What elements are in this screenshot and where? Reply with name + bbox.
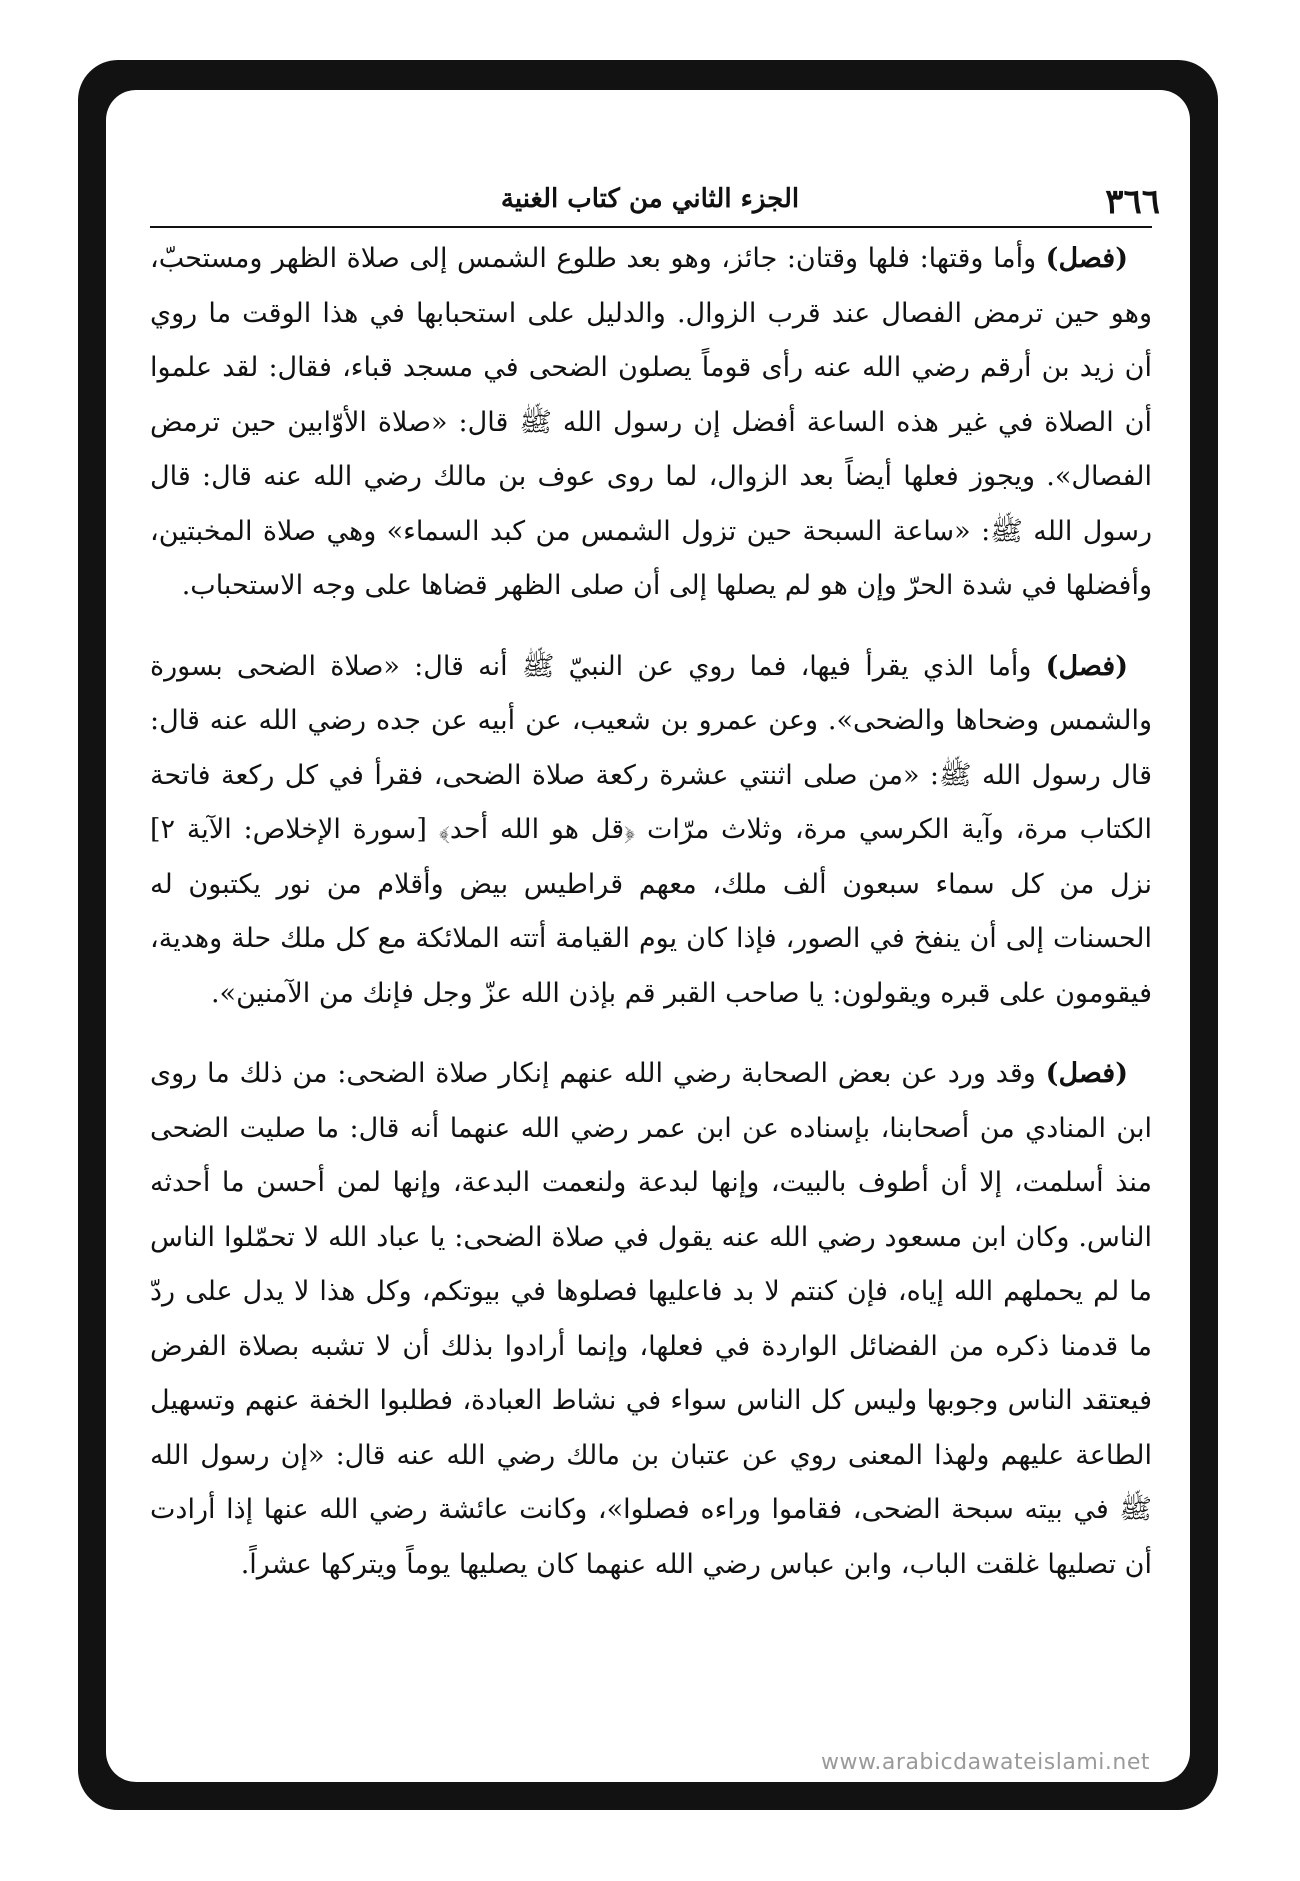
running-title: الجزء الثاني من كتاب الغنية	[500, 184, 800, 214]
section-1	[150, 232, 1152, 614]
page-header	[140, 170, 1160, 222]
section-3	[150, 1047, 1152, 1592]
watermark-url: www.arabicdawateislami.net	[820, 1750, 1150, 1775]
paragraph	[150, 1047, 1152, 1592]
paragraph	[150, 232, 1152, 614]
section-keyword: (فصل)	[1045, 1058, 1128, 1089]
page-number: ٣٦٦	[1105, 182, 1160, 222]
paragraph	[150, 640, 1152, 1022]
paragraph-text: وأما الذي يقرأ فيها، فما روي عن النبيّ ﷺ أنه قال: «صلاة الضحى بسورة والشمس وضحاها والضحى». وعن عمرو بن شعيب، عن أبيه عن جده رضي الله عنه قال: قال رسول الله ﷺ: «من صلى اثنتي عشرة ركعة صلاة الضحى، فقرأ في كل ركعة فاتحة الكتاب مرة، وآية الكرسي مرة، وثلاث مرّات ﴿قل هو الله أحد﴾ [سورة الإخلاص: الآية ٢] نزل من كل سماء سبعون ألف ملك، معهم قراطيس بيض وأقلام من نور يكتبون له الحسنات إلى أن ينفخ في الصور، فإذا كان يوم القيامة أتته الملائكة مع كل ملك حلة وهدية، فيقومون على قبره ويقولون: يا صاحب القبر قم بإذن الله عزّ وجل فإنك من الآمنين».	[150, 650, 1152, 1009]
section-keyword: (فصل)	[1045, 243, 1128, 274]
body-text	[150, 232, 1152, 1618]
paragraph-text: وقد ورد عن بعض الصحابة رضي الله عنهم إنكار صلاة الضحى: من ذلك ما روى ابن المنادي من أصحابنا، بإسناده عن ابن عمر رضي الله عنهما أنه قال: ما صليت الضحى منذ أسلمت، إلا أن أطوف بالبيت، وإنها لبدعة ولنعمت البدعة، وإنها لمن أحسن ما أحدثه الناس. وكان ابن مسعود رضي الله عنه يقول في صلاة الضحى: يا عباد الله لا تحمّلوا الناس ما لم يحملهم الله إياه، فإن كنتم لا بد فاعليها فصلوها في بيوتكم، وكل هذا لا يدل على ردّ ما قدمنا ذكره من الفضائل الواردة في فعلها، وإنما أرادوا بذلك أن لا تشبه بصلاة الفرض فيعتقد الناس وجوبها وليس كل الناس سواء في نشاط العبادة، فطلبوا الخفة عنهم وتسهيل الطاعة عليهم ولهذا المعنى روي عن عتبان بن مالك رضي الله عنه قال: «إن رسول الله ﷺ في بيته سبحة الضحى، فقاموا وراءه فصلوا»، وكانت عائشة رضي الله عنها إذا أرادت أن تصليها غلقت الباب، وابن عباس رضي الله عنهما كان يصليها يوماً ويتركها عشراً.	[150, 1058, 1152, 1580]
header-rule	[150, 226, 1152, 228]
section-2	[150, 640, 1152, 1022]
section-keyword: (فصل)	[1045, 650, 1128, 682]
paragraph-text: وأما وقتها: فلها وقتان: جائز، وهو بعد طلوع الشمس إلى صلاة الظهر ومستحبّ، وهو حين ترمض الفصال عند قرب الزوال. والدليل على استحبابها في هذا الوقت ما روي أن زيد بن أرقم رضي الله عنه رأى قوماً يصلون الضحى في مسجد قباء، فقال: لقد علموا أن الصلاة في غير هذه الساعة أفضل إن رسول الله ﷺ قال: «صلاة الأوّابين حين ترمض الفصال». ويجوز فعلها أيضاً بعد الزوال، لما روى عوف بن مالك رضي الله عنه قال: قال رسول الله ﷺ: «ساعة السبحة حين تزول الشمس من كبد السماء» وهي صلاة المخبتين، وأفضلها في شدة الحرّ وإن هو لم يصلها إلى أن صلى الظهر قضاها على وجه الاستحباب.	[150, 243, 1152, 601]
